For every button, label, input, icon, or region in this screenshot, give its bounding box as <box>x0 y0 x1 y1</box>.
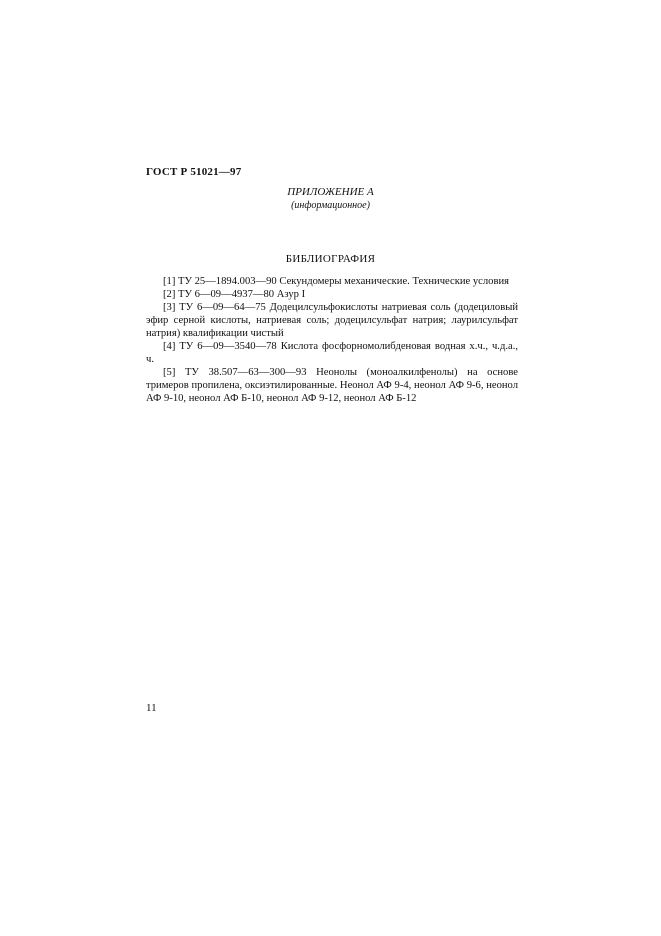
page-number: 11 <box>146 702 157 714</box>
appendix-heading <box>0 186 661 212</box>
bibliography-entry-1: [1] ТУ 25—1894.003—90 Секундомеры механические. Технические условия <box>163 276 510 287</box>
bibliography-entry-3: [3] ТУ 6—09—64—75 Додецилсульфокислоты натриевая соль (додециловый эфир серной кислоты, натриевая соль; додецилсульфат натрия; лаурилсульфат натрия) квалификации чистый <box>146 302 518 339</box>
bibliography-entry-4: [4] ТУ 6—09—3540—78 Кислота фосфорномолибденовая водная х.ч., ч.д.а., ч. <box>146 341 518 365</box>
bibliography-entry-2: [2] ТУ 6—09—4937—80 Азур I <box>163 289 306 300</box>
appendix-title: ПРИЛОЖЕНИЕ А <box>287 186 374 198</box>
document-code: ГОСТ Р 51021—97 <box>146 166 242 178</box>
bibliography-entry-5: [5] ТУ 38.507—63—300—93 Неонолы (моноалкилфенолы) на основе тримеров пропилена, оксиэтилированные. Неонол АФ 9-4, неонол АФ 9-6, неонол АФ 9-10, неонол АФ Б-10, неонол АФ 9-12, неонол АФ Б-12 <box>146 367 518 404</box>
bibliography-list <box>146 275 518 405</box>
appendix-subtitle: (информационное) <box>291 200 370 211</box>
bibliography-title: БИБЛИОГРАФИЯ <box>285 253 376 265</box>
